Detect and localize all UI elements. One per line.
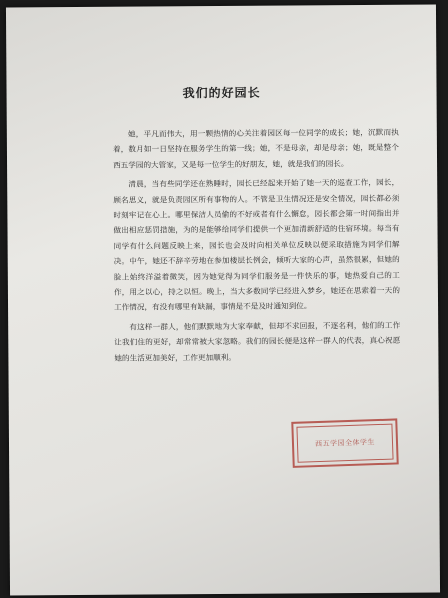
document-page: [6, 5, 440, 596]
document-body: [113, 125, 401, 370]
stamp-text: 西五学园全体学生: [296, 424, 393, 463]
document-title: 我们的好园长: [182, 85, 261, 101]
red-stamp: [291, 418, 398, 467]
paragraph: 清晨，当有些同学还在熟睡时，园长已经起来开始了她一天的巡查工作，园长，顾名思义，就是负责园区所有事物的人。不管是卫生情况还是安全情况，园长都必须时刻牢记在心上。哪里保洁人员偷的不好或者有什么懈怠，园长都会第一时间指出并做出相应惩罚措施，为的是能够给同学们提供一个更加清新舒适的住宿环境。每当有同学有什么问题反映上来，园长也会及时向相关单位反映以便采取措施为同学们解决。中午，她还不辞辛劳地在参加楼层长例会，倾听大家的心声，虽然很累，但她的脸上始终洋溢着微笑，因为她觉得为同学们服务是一件快乐的事，她热爱自己的工作，用之以心，持之以恒。晚上，当大多数同学已经进入梦乡，她还在思索着一天的工作情况，有没有哪里有缺漏，事情是不是及时通知到位。: [113, 177, 400, 313]
paragraph: 有这样一群人，他们默默地为大家奉献，但却不求回报，不逐名利，他们的工作让我们住的更好，却常常被大家忽略。我们的园长便是这样一群人的代表，真心祝愿她的生活更加美好，工作更加顺利。: [114, 320, 401, 363]
paragraph: 她，平凡而伟大，用一颗热情的心关注着园区每一位同学的成长；她，沉默而执着，数月如一日坚持在服务学生的第一线；她，不是母亲，却是母亲；她，既是整个西五学园的大管家，又是每一位学生的好朋友，她，就是我们的园长。: [112, 127, 399, 170]
